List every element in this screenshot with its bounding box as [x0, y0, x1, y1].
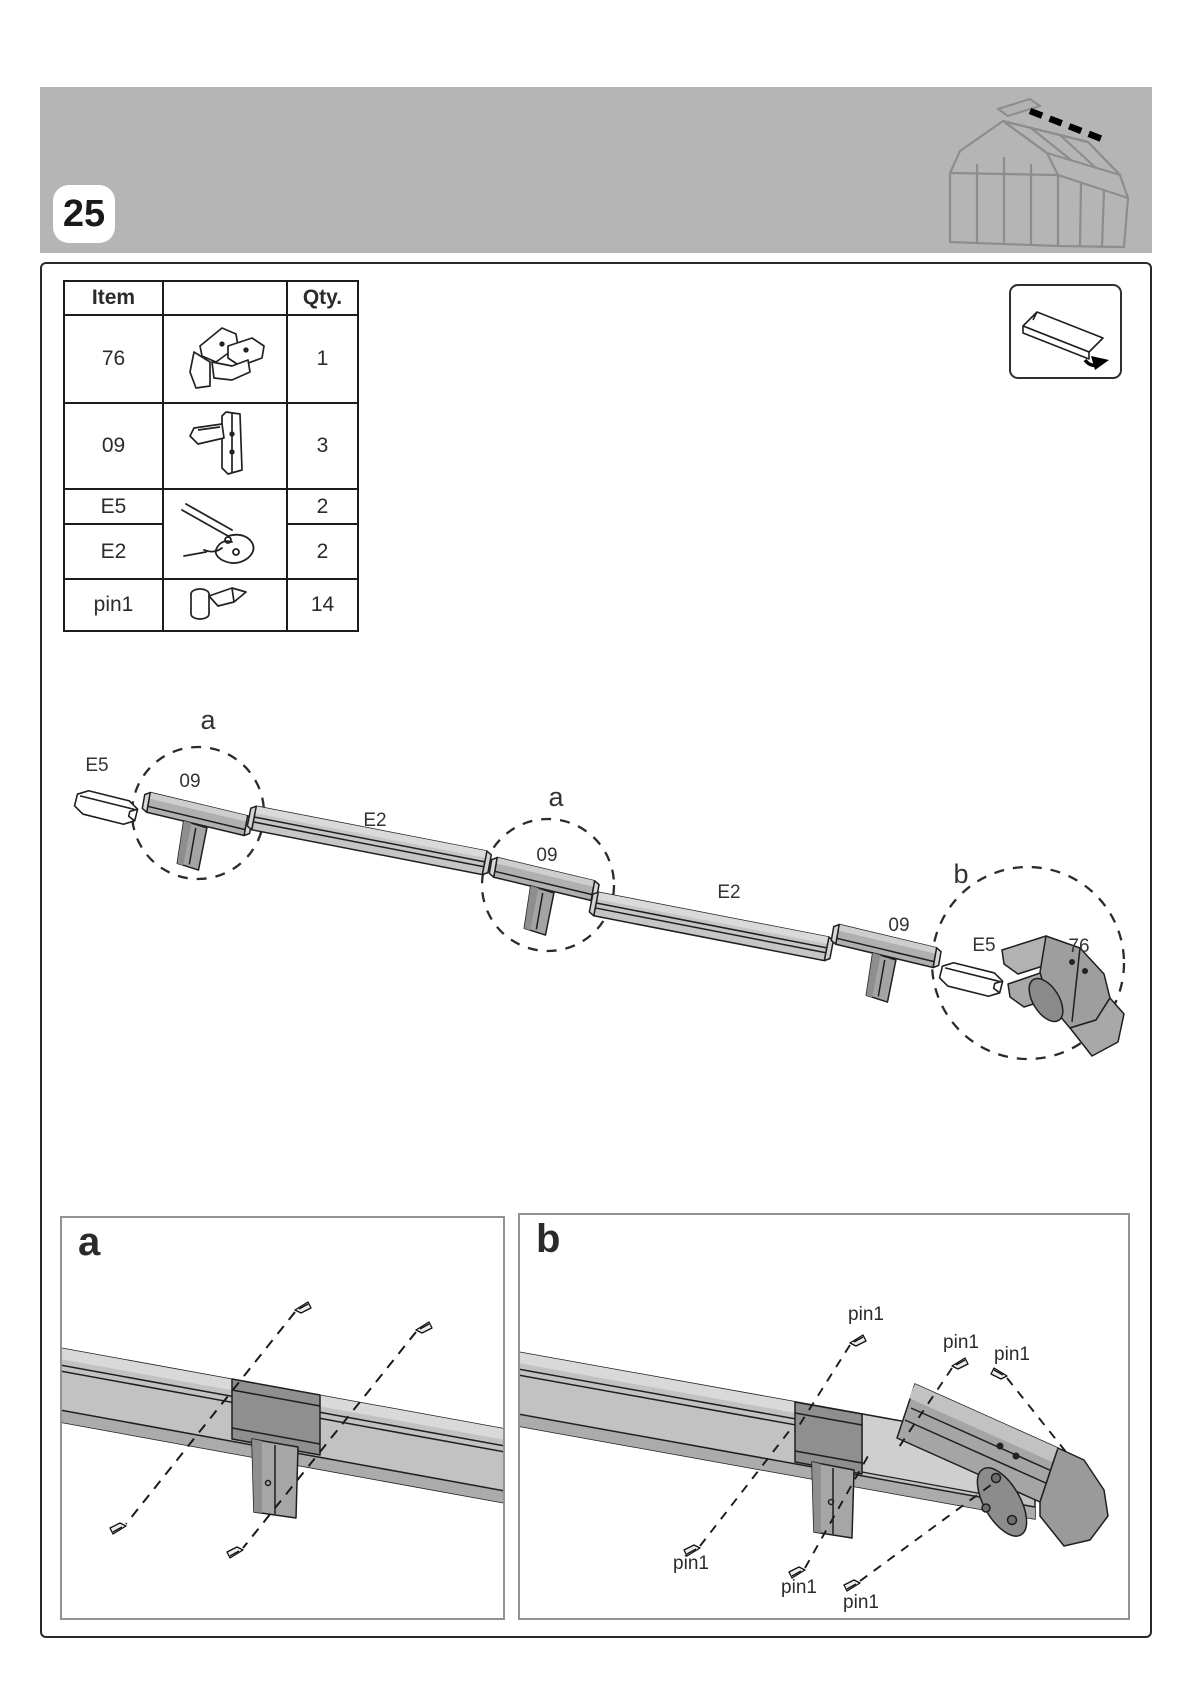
diagram-label-09-1: 09: [179, 771, 201, 793]
pin-icon: [850, 1335, 866, 1346]
ridge-beam-arrow-icon: [1011, 286, 1120, 377]
diagram-label-a2: a: [548, 782, 564, 813]
diagram-label-09-2: 09: [536, 845, 558, 867]
t-connector-09-icon: [163, 403, 287, 489]
panel-b-drawing: [520, 1215, 1128, 1618]
roof-profile-icon: [163, 489, 287, 579]
parts-table-header-row: [64, 281, 358, 315]
panel-a-drawing: [62, 1218, 503, 1618]
panel-b-title: b: [536, 1217, 561, 1261]
table-row-pin1: [64, 579, 358, 631]
e2-bar-2: [589, 891, 834, 961]
qty-e2: 2: [287, 524, 358, 579]
pin1-label: pin1: [848, 1304, 884, 1326]
item-76: 76: [64, 315, 163, 403]
qty-pin1: 14: [287, 579, 358, 631]
diagram-label-b: b: [953, 859, 969, 890]
detail-panel-b: [518, 1213, 1130, 1620]
corner-connector-76-icon: [163, 315, 287, 403]
diagram-label-09-3: 09: [888, 915, 910, 937]
diagram-label-76: 76: [1068, 936, 1090, 958]
table-row-76: [64, 315, 358, 403]
table-row-09: [64, 403, 358, 489]
pin1-label: pin1: [943, 1332, 979, 1354]
pin1-label: pin1: [843, 1592, 879, 1614]
profile-inset-box: [1009, 284, 1122, 379]
qty-e5: 2: [287, 489, 358, 524]
qty-76: 1: [287, 315, 358, 403]
diagram-label-a1: a: [200, 705, 216, 736]
step-number: 25: [62, 192, 106, 235]
pin-icon: [991, 1368, 1007, 1379]
pin-icon: [952, 1358, 968, 1369]
diagram-label-e5-2: E5: [972, 935, 996, 957]
pin1-label: pin1: [673, 1553, 709, 1575]
table-row-e5: [64, 489, 358, 524]
corner-connector-part-76: [1002, 936, 1124, 1056]
col-header-qty: Qty.: [287, 281, 358, 315]
diagram-label-e2-1: E2: [363, 810, 387, 832]
pin1-label: pin1: [994, 1344, 1030, 1366]
diagram-label-e2-2: E2: [717, 882, 741, 904]
parts-table: [63, 280, 359, 632]
col-header-item: Item: [64, 281, 163, 315]
pin-icon: [110, 1523, 126, 1534]
pin-icon: [844, 1580, 860, 1591]
panel-a-title: a: [78, 1220, 101, 1264]
connector-sleeve: [795, 1402, 862, 1474]
e5-part-1: [73, 788, 139, 826]
pin-icon: [416, 1322, 432, 1333]
item-09: 09: [64, 403, 163, 489]
diagram-label-e5-1: E5: [85, 755, 109, 777]
pin-icon: [227, 1547, 243, 1558]
qty-09: 3: [287, 403, 358, 489]
arrow-icon: [1091, 356, 1109, 370]
detail-panel-a: [60, 1216, 505, 1620]
t-connector-part-1: [133, 792, 253, 878]
item-e2: E2: [64, 524, 163, 579]
pin-icon: [295, 1302, 311, 1313]
col-header-image: [163, 281, 287, 315]
item-e5: E5: [64, 489, 163, 524]
pin1-label: pin1: [781, 1577, 817, 1599]
item-pin1: pin1: [64, 579, 163, 631]
e5-part-2: [938, 960, 1004, 998]
t-connector-part-3: [822, 924, 942, 1010]
pin-icon: [163, 579, 287, 631]
